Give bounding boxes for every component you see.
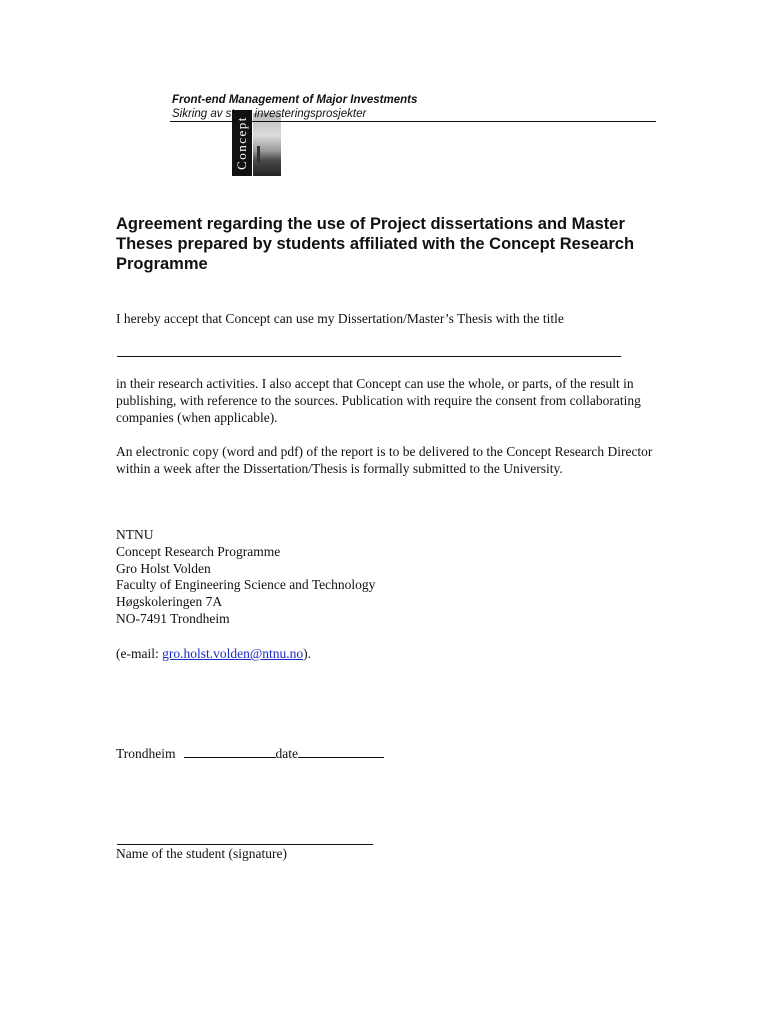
logo-word-text: Concept [234,116,249,170]
concept-logo [116,55,249,170]
address-line: NO-7491 Trondheim [116,610,230,626]
address-line: Høgskoleringen 7A [116,594,223,610]
address-line: NTNU [116,527,154,542]
signature-line [117,844,373,845]
place-date-line [116,745,384,762]
tagline-english: Front-end Management of Major Investments [172,94,418,106]
email-link[interactable]: gro.holst.volden@ntnu.no [162,646,304,661]
email-line [116,646,311,662]
tagline-norwegian: Sikring av store investeringsprosjekter [172,108,367,120]
place-blank [184,745,276,758]
email-suffix: ). [303,646,312,661]
email-prefix: (e-mail: [116,646,163,661]
document-title: Agreement regarding the use of Project dissertations and Master Theses prepared by students affiliated with the Concept Research Programme [116,215,635,273]
paragraph-accept: I hereby accept that Concept can use my Dissertation/Master’s Thesis with the title [116,311,564,326]
logo-photo [253,113,281,176]
place-label: Trondheim [116,746,176,761]
header-tagline [172,93,417,121]
address-line: Gro Holst Volden [116,560,211,576]
date-label: date [275,746,299,761]
header-rule [170,121,656,122]
address-line: Concept Research Programme [116,543,281,559]
date-blank [298,745,384,758]
contact-address [116,527,375,628]
paragraph-electronic-copy: An electronic copy (word and pdf) of the report is to be delivered to the Concept Research Director within a week after the Dissertation/Thesis is formally submitted to the University. [116,444,653,476]
title-blank-line [117,356,621,357]
signature-label: Name of the student (signature) [116,846,287,861]
paragraph-research-use: in their research activities. I also accept that Concept can use the whole, or parts, of the result in publishing, with reference to the sources. Publication with require the consent from collaborating companies (when applicable). [116,376,641,425]
address-line: Faculty of Engineering Science and Technology [116,577,376,593]
